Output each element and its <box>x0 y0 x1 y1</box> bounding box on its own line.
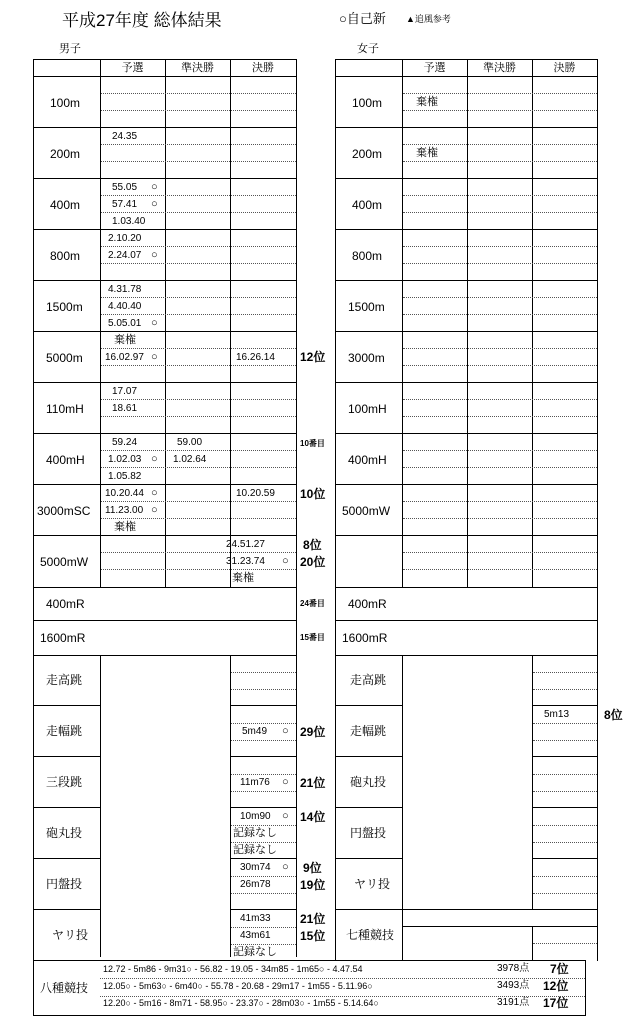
result-value: 2.10.20 <box>108 233 142 244</box>
pb-mark: ○ <box>151 317 158 329</box>
result-value: 5.05.01 <box>108 318 142 329</box>
result-value: 1.02.03 <box>108 454 142 465</box>
pb-mark: ○ <box>151 351 158 363</box>
men-event-100m: 100m <box>50 96 81 110</box>
rank-label: 15位 <box>300 929 326 943</box>
result-value: 16.26.14 <box>236 352 275 363</box>
rank-label: 9位 <box>303 861 322 875</box>
pb-mark: ○ <box>282 555 289 567</box>
women-event-100m: 100m <box>352 96 383 110</box>
women-event-javelin: ヤリ投 <box>354 877 391 891</box>
women-event-long-jump: 走幅跳 <box>350 724 387 738</box>
decathlon-detail: 12.72 - 5m86 - 9m31○ - 56.82 - 19.05 - 34m85 - 1m65○ - 4.47.54 <box>103 964 363 974</box>
men-event-3000msc: 3000mSC <box>37 504 91 518</box>
rank-label: 21位 <box>300 912 326 926</box>
decathlon-detail: 12.20○ - 5m16 - 8m71 - 58.95○ - 23.37○ - 28m03○ - 1m55 - 5.14.64○ <box>103 998 379 1008</box>
rank-label: 8位 <box>303 538 322 552</box>
pb-mark: ○ <box>282 810 289 822</box>
men-event-800m: 800m <box>50 249 81 263</box>
rank-label: 19位 <box>300 878 326 892</box>
women-event-200m: 200m <box>352 147 383 161</box>
pb-mark: ○ <box>151 504 158 516</box>
men-event-200m: 200m <box>50 147 81 161</box>
result-value: 59.24 <box>112 437 138 448</box>
pb-mark: ○ <box>151 198 158 210</box>
women-event-high-jump: 走高跳 <box>350 673 387 687</box>
rank-label: 29位 <box>300 725 326 739</box>
pb-mark: ○ <box>151 181 158 193</box>
decathlon-rank: 12位 <box>543 979 569 993</box>
decathlon-points: 3978点 <box>497 963 530 974</box>
women-event-discus: 円盤投 <box>350 826 387 840</box>
result-value: 4.40.40 <box>108 301 142 312</box>
men-event-triple-jump: 三段跳 <box>46 775 83 789</box>
legend-wind: ▲追風参考 <box>406 14 451 24</box>
rank-label: 12位 <box>300 350 326 364</box>
decathlon-rank: 17位 <box>543 996 569 1010</box>
rank-label: 10位 <box>300 487 326 501</box>
rank-label: 8位 <box>604 708 623 722</box>
result-value: 18.61 <box>112 403 138 414</box>
page-title: 平成27年度 総体結果 <box>62 11 222 30</box>
women-label: 女子 <box>357 43 379 55</box>
men-event-400m: 400m <box>50 198 81 212</box>
women-header-semi: 準決勝 <box>483 62 516 74</box>
women-header-prelim: 予選 <box>423 62 446 74</box>
women-event-400mh: 400mH <box>348 453 387 467</box>
men-event-1500m: 1500m <box>46 300 83 314</box>
women-event-shot-put: 砲丸投 <box>350 775 387 789</box>
women-event-1600mr: 1600mR <box>342 631 388 645</box>
result-value: 24.35 <box>112 131 138 142</box>
women-event-1500m: 1500m <box>348 300 385 314</box>
result-value: 31.23.74 <box>226 556 265 567</box>
result-value: 41m33 <box>240 913 271 924</box>
women-event-3000m: 3000m <box>348 351 385 365</box>
women-header-final: 決勝 <box>553 62 576 74</box>
men-event-5000m: 5000m <box>46 351 83 365</box>
men-event-high-jump: 走高跳 <box>46 673 83 687</box>
pb-mark: ○ <box>151 487 158 499</box>
decathlon-rank: 7位 <box>550 962 569 976</box>
result-value: 55.05 <box>112 182 138 193</box>
result-value: 11m76 <box>240 777 270 788</box>
result-value: 棄権 <box>416 96 438 108</box>
men-event-discus: 円盤投 <box>46 877 83 891</box>
result-value: 10.20.59 <box>236 488 275 499</box>
result-value: 記録なし <box>233 946 277 958</box>
women-event-400m: 400m <box>352 198 383 212</box>
result-value: 59.00 <box>177 437 203 448</box>
rank-label: 10番目 <box>300 439 325 448</box>
result-value: 1.02.64 <box>173 454 207 465</box>
result-value: 棄権 <box>114 521 136 533</box>
pb-mark: ○ <box>151 249 158 261</box>
men-event-5000mw: 5000mW <box>40 555 89 569</box>
men-event-shot-put: 砲丸投 <box>46 826 83 840</box>
legend-pb: ○自己新 <box>339 11 386 26</box>
pb-mark: ○ <box>151 453 158 465</box>
women-event-heptathlon: 七種競技 <box>346 928 395 942</box>
result-value: 4.31.78 <box>108 284 142 295</box>
women-event-400mr: 400mR <box>348 597 387 611</box>
result-value: 棄権 <box>114 334 136 346</box>
result-value: 30m74 <box>240 862 271 873</box>
women-event-5000mw: 5000mW <box>342 504 391 518</box>
rank-label: 15番目 <box>300 633 325 642</box>
women-event-100mh: 100mH <box>348 402 387 416</box>
result-value: 11.23.00 <box>105 505 144 516</box>
decathlon-points: 3493点 <box>497 980 530 991</box>
men-event-110mh: 110mH <box>46 402 84 416</box>
result-value: 24.51.27 <box>226 539 265 550</box>
men-header-prelim: 予選 <box>121 62 144 74</box>
result-value: 記録なし <box>233 827 277 839</box>
men-event-javelin: ヤリ投 <box>52 928 89 942</box>
result-value: 5m13 <box>544 709 570 720</box>
result-value: 2.24.07 <box>108 250 142 261</box>
men-event-400mr: 400mR <box>46 597 85 611</box>
decathlon-points: 3191点 <box>497 997 530 1008</box>
pb-mark: ○ <box>282 776 289 788</box>
result-value: 26m78 <box>240 879 271 890</box>
result-value: 1.05.82 <box>108 471 142 482</box>
rank-label: 21位 <box>300 776 326 790</box>
result-value: 43m61 <box>240 930 271 941</box>
result-value: 57.41 <box>112 199 138 210</box>
result-value: 記録なし <box>233 844 277 856</box>
men-header-semi: 準決勝 <box>181 62 214 74</box>
men-header-final: 決勝 <box>252 62 274 74</box>
men-event-1600mr: 1600mR <box>40 631 86 645</box>
result-value: 10m90 <box>240 811 271 822</box>
result-value: 棄権 <box>416 147 438 159</box>
result-value: 5m49 <box>242 726 268 737</box>
women-event-800m: 800m <box>352 249 383 263</box>
pb-mark: ○ <box>282 725 289 737</box>
men-event-decathlon: 八種競技 <box>40 981 89 995</box>
rank-label: 20位 <box>300 555 326 569</box>
result-value: 棄権 <box>232 572 254 584</box>
decathlon-detail: 12.05○ - 5m63○ - 6m40○ - 55.78 - 20.68 - 29m17 - 1m55 - 5.11.96○ <box>103 981 373 991</box>
result-value: 16.02.97 <box>105 352 144 363</box>
rank-label: 14位 <box>300 810 326 824</box>
pb-mark: ○ <box>282 861 289 873</box>
result-value: 17.07 <box>112 386 138 397</box>
men-event-long-jump: 走幅跳 <box>46 724 83 738</box>
result-value: 10.20.44 <box>105 488 144 499</box>
men-event-400mh: 400mH <box>46 453 85 467</box>
result-value: 1.03.40 <box>112 216 146 227</box>
men-label: 男子 <box>59 43 81 55</box>
rank-label: 24番目 <box>300 599 325 608</box>
